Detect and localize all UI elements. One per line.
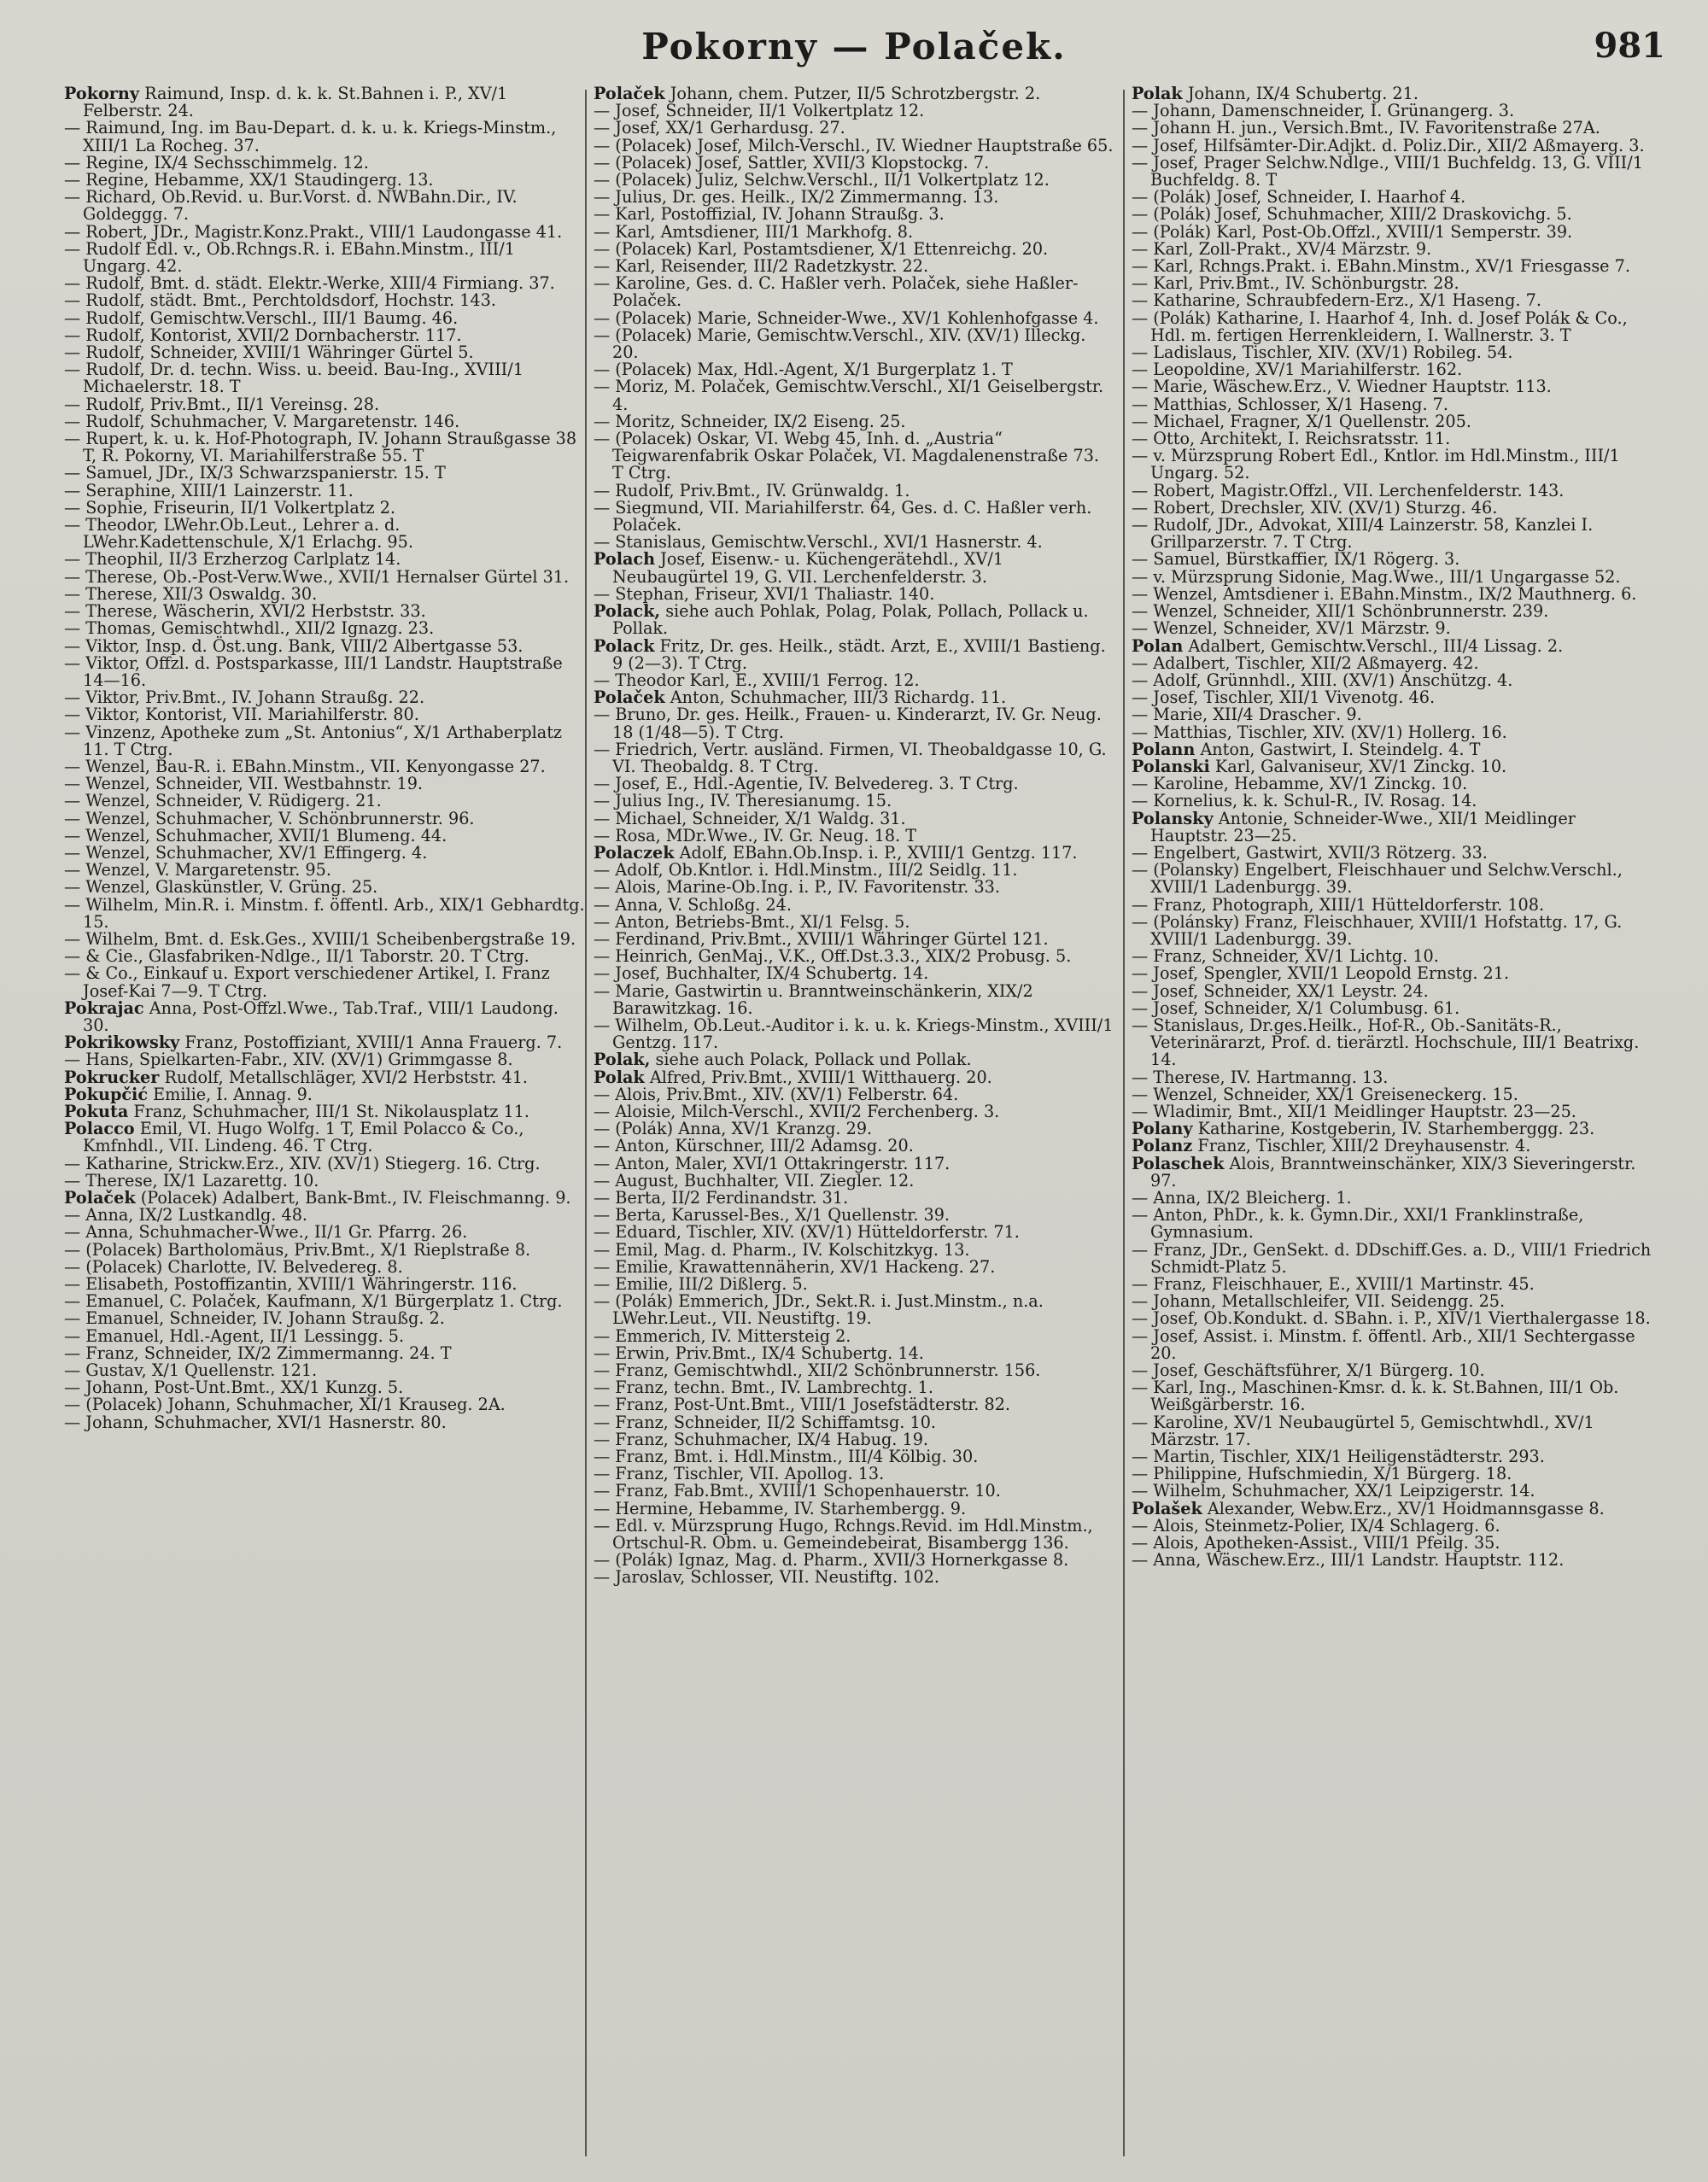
directory-entry: — Johann, Metallschleifer, VII. Seidengg. 25. xyxy=(1132,1291,1506,1312)
directory-entry: — Karl, Postoffizial, IV. Johann Straußg. 3. xyxy=(594,204,945,225)
directory-entry: Polan Adalbert, Gemischtw.Verschl., III/4 Lissag. 2. xyxy=(1132,635,1564,656)
directory-entry: — Franz, Gemischtwhdl., XII/2 Schönbrunnerstr. 156. xyxy=(594,1360,1041,1381)
directory-entry: — Johann, Damenschneider, I. Grünangerg. 3. xyxy=(1132,101,1515,121)
directory-entry: — Rudolf, Gemischtw.Verschl., III/1 Baumg. 46. xyxy=(64,307,459,328)
directory-entry: — Franz, Schneider, XV/1 Lichtg. 10. xyxy=(1132,946,1439,967)
directory-entry: — Josef, Geschäftsführer, X/1 Bürgerg. 10. xyxy=(1132,1360,1485,1381)
directory-entry: — Franz, Fleischhauer, E., XVIII/1 Martinstr. 45. xyxy=(1132,1274,1535,1295)
directory-entry: — Stanislaus, Dr.ges.Heilk., Hof-R., Ob.-Sanitäts-R., Veterinärarzt, Prof. d. tierärztl. Hochschule, III/1 Beatrixg. 14. xyxy=(1132,1015,1640,1070)
directory-entry: — (Polák) Katharine, I. Haarhof 4, Inh. d. Josef Polák & Co., Hdl. m. fertigen Herrenkleidern, I. Wallnerstr. 3. T xyxy=(1132,307,1628,345)
directory-entry: — (Polacek) Josef, Milch-Verschl., IV. Wiedner Hauptstraße 65. xyxy=(594,135,1114,155)
directory-entry: — Emilie, Krawattennäherin, XV/1 Hackeng. 27. xyxy=(594,1256,996,1277)
directory-entry: — Johann, Post-Unt.Bmt., XX/1 Kunzg. 5. xyxy=(64,1378,404,1398)
directory-entry: — (Polansky) Engelbert, Fleischhauer und Selchw.Verschl., XVIII/1 Ladenburgg. 39. xyxy=(1132,860,1623,898)
directory-entry: — Samuel, JDr., IX/3 Schwarzspanierstr. 15. T xyxy=(64,463,446,483)
directory-entry: — Regine, IX/4 Sechsschimmelg. 12. xyxy=(64,152,369,173)
directory-entry: Polak, siehe auch Polack, Pollack und Pollak. xyxy=(594,1050,972,1070)
directory-entry: — Rudolf, Kontorist, XVII/2 Dornbacherstr. 117. xyxy=(64,325,462,345)
directory-entry: — Karoline, Ges. d. C. Haßler verh. Polaček, siehe Haßler-Polaček. xyxy=(594,273,1079,311)
directory-entry: — Vinzenz, Apotheke zum „St. Antonius“, X/1 Arthaberplatz 11. T Ctrg. xyxy=(64,722,563,759)
directory-entry: — Robert, JDr., Magistr.Konz.Prakt., VIII/1 Laudongasse 41. xyxy=(64,221,563,242)
directory-entry: — Josef, Schneider, II/1 Volkertplatz 12. xyxy=(594,101,925,121)
directory-entry: — Rosa, MDr.Wwe., IV. Gr. Neug. 18. T xyxy=(594,825,917,845)
directory-entry: — Gustav, X/1 Quellenstr. 121. xyxy=(64,1360,318,1381)
directory-entry: — Siegmund, VII. Mariahilferstr. 64, Ges. d. C. Haßler verh. Polaček. xyxy=(594,497,1092,535)
directory-column-1 xyxy=(64,85,585,1431)
directory-entry: — Anna, IX/2 Lustkandlg. 48. xyxy=(64,1205,308,1226)
directory-entry: Polacco Emil, VI. Hugo Wolfg. 1 T, Emil Polacco & Co., Kmfnhdl., VII. Lindeng. 46. T Ctrg. xyxy=(64,1119,524,1156)
directory-entry: — Rudolf, JDr., Advokat, XIII/4 Lainzerstr. 58, Kanzlei I. Grillparzerstr. 7. T Ctrg. xyxy=(1132,515,1594,553)
directory-entry: — Thomas, Gemischtwhdl., XII/2 Ignazg. 23. xyxy=(64,618,435,639)
directory-entry: — Regine, Hebamme, XX/1 Staudingerg. 13. xyxy=(64,170,434,190)
directory-entry: — Heinrich, GenMaj., V.K., Off.Dst.3.3., XIX/2 Probusg. 5. xyxy=(594,946,1072,967)
directory-entry: — Wenzel, Bau-R. i. EBahn.Minstm., VII. Kenyongasse 27. xyxy=(64,756,546,776)
directory-entry: — Anna, IX/2 Bleicherg. 1. xyxy=(1132,1188,1352,1208)
directory-entry: — Franz, Photograph, XIII/1 Hütteldorferstr. 108. xyxy=(1132,894,1545,915)
directory-entry: — Johann H. jun., Versich.Bmt., IV. Favoritenstraße 27A. xyxy=(1132,118,1600,138)
directory-entry: — & Co., Einkauf u. Export verschiedener Artikel, I. Franz Josef-Kai 7—9. T Ctrg. xyxy=(64,963,550,1001)
directory-entry: — Viktor, Insp. d. Öst.ung. Bank, VIII/2 Albertgasse 53. xyxy=(64,635,524,656)
directory-entry: — v. Mürzsprung Robert Edl., Kntlor. im Hdl.Minstm., III/1 Ungarg. 52. xyxy=(1132,446,1620,483)
directory-entry: — Emanuel, Schneider, IV. Johann Straußg. 2. xyxy=(64,1308,445,1329)
directory-column-3 xyxy=(1132,85,1652,1569)
directory-entry: — Alois, Steinmetz-Polier, IX/4 Schlagerg. 6. xyxy=(1132,1515,1500,1536)
directory-entry: — Marie, Gastwirtin u. Branntweinschänkerin, XIX/2 Barawitzkag. 16. xyxy=(594,980,1033,1018)
directory-entry: — Rudolf, Dr. d. techn. Wiss. u. beeid. Bau-Ing., XVIII/1 Michaelerstr. 18. T xyxy=(64,360,524,397)
directory-entry: Pokupčić Emilie, I. Annag. 9. xyxy=(64,1084,313,1104)
directory-entry: — Adolf, Ob.Kntlor. i. Hdl.Minstm., III/2 Seidlg. 11. xyxy=(594,860,1018,880)
directory-entry: — (Polacek) Charlotte, IV. Belvedereg. 8. xyxy=(64,1256,403,1277)
directory-entry: — Wenzel, Schuhmacher, XVII/1 Blumeng. 44. xyxy=(64,825,447,845)
directory-entry: — Josef, Ob.Kondukt. d. SBahn. i. P., XIV/1 Vierthalergasse 18. xyxy=(1132,1308,1651,1329)
directory-entry: — August, Buchhalter, VII. Ziegler. 12. xyxy=(594,1170,915,1190)
directory-entry: — (Polacek) Marie, Schneider-Wwe., XV/1 Kohlenhofgasse 4. xyxy=(594,307,1099,328)
directory-entry: Polašek Alexander, Webw.Erz., XV/1 Hoidmannsgasse 8. xyxy=(1132,1498,1605,1518)
directory-entry: — Wilhelm, Bmt. d. Esk.Ges., XVIII/1 Scheibenbergstraße 19. xyxy=(64,928,576,949)
directory-entry: — Richard, Ob.Revid. u. Bur.Vorst. d. NWBahn.Dir., IV. Goldeggg. 7. xyxy=(64,187,518,225)
directory-entry: — Rudolf, Schneider, XVIII/1 Währinger Gürtel 5. xyxy=(64,342,474,363)
directory-entry: — Karl, Ing., Maschinen-Kmsr. d. k. k. St.Bahnen, III/1 Ob. Weißgärberstr. 16. xyxy=(1132,1378,1619,1415)
directory-entry: — Josef, Assist. i. Minstm. f. öffentl. Arb., XII/1 Sechtergasse 20. xyxy=(1132,1325,1635,1363)
directory-entry: — Anna, V. Schloßg. 24. xyxy=(594,894,792,915)
directory-entry: — Franz, Fab.Bmt., XVIII/1 Schopenhauerstr. 10. xyxy=(594,1481,1001,1501)
directory-entry: Polansky Antonie, Schneider-Wwe., XII/1 Meidlinger Hauptstr. 23—25. xyxy=(1132,808,1576,845)
directory-entry: — Friedrich, Vertr. ausländ. Firmen, VI. Theobaldgasse 10, G. VI. Theobaldg. 8. T Ctrg. xyxy=(594,739,1107,776)
directory-entry: — Marie, Wäschew.Erz., V. Wiedner Hauptstr. 113. xyxy=(1132,377,1552,397)
directory-entry: — Wenzel, Glaskünstler, V. Grüng. 25. xyxy=(64,877,378,898)
directory-entry: — Franz, Bmt. i. Hdl.Minstm., III/4 Kölbig. 30. xyxy=(594,1447,979,1467)
directory-entry: — Franz, Schneider, IX/2 Zimmermanng. 24. T xyxy=(64,1343,452,1363)
directory-entry: — (Polacek) Johann, Schuhmacher, XI/1 Krauseg. 2A. xyxy=(64,1395,506,1415)
directory-entry: Polaczek Adolf, EBahn.Ob.Insp. i. P., XVIII/1 Gentzg. 117. xyxy=(594,842,1078,863)
directory-entry: — Josef, XX/1 Gerhardusg. 27. xyxy=(594,118,845,138)
directory-entry: — Rudolf, Schuhmacher, V. Margaretenstr. 146. xyxy=(64,411,460,431)
directory-entry: — (Polacek) Josef, Sattler, XVII/3 Klopstockg. 7. xyxy=(594,152,990,173)
directory-entry: — Karl, Reisender, III/2 Radetzkystr. 22. xyxy=(594,256,929,277)
directory-entry: — Wladimir, Bmt., XII/1 Meidlinger Hauptstr. 23—25. xyxy=(1132,1101,1576,1121)
directory-entry: — Philippine, Hufschmiedin, X/1 Bürgerg. 18. xyxy=(1132,1464,1512,1484)
directory-entry: — Viktor, Priv.Bmt., IV. Johann Straußg. 22. xyxy=(64,687,425,708)
directory-entry: — (Polák) Ignaz, Mag. d. Pharm., XVII/3 Hornerkgasse 8. xyxy=(594,1550,1069,1571)
directory-entry: — Seraphine, XIII/1 Lainzerstr. 11. xyxy=(64,480,354,500)
directory-entry: — Jaroslav, Schlosser, VII. Neustiftg. 102. xyxy=(594,1567,939,1588)
directory-entry: — Matthias, Tischler, XIV. (XV/1) Hollerg. 16. xyxy=(1132,722,1507,742)
column-divider xyxy=(1123,90,1125,2156)
page-title: Pokorny — Polaček. xyxy=(641,26,1067,67)
directory-entry: — Marie, XII/4 Draschег. 9. xyxy=(1132,705,1362,725)
directory-entry: — Wenzel, Schneider, V. Rüdigerg. 21. xyxy=(64,791,382,811)
directory-entry: — (Polacek) Max, Hdl.-Agent, X/1 Burgerplatz 1. T xyxy=(594,360,1013,380)
directory-entry: Polaček Johann, chem. Putzer, II/5 Schrotzbergstr. 2. xyxy=(594,84,1041,103)
directory-entry: — Wilhelm, Ob.Leut.-Auditor i. k. u. k. Kriegs-Minstm., XVIII/1 Gentzg. 117. xyxy=(594,1015,1114,1053)
directory-entry: — Moriz, M. Polaček, Gemischtw.Verschl., XI/1 Geiselbergstr. 4. xyxy=(594,377,1104,414)
directory-entry: — Rudolf, Bmt. d. städt. Elektr.-Werke, XIII/4 Firmiang. 37. xyxy=(64,273,555,294)
directory-entry: — Aloisie, Milch-Verschl., XVII/2 Ferchenberg. 3. xyxy=(594,1101,1000,1121)
directory-entry: — (Polák) Karl, Post-Ob.Offzl., XVIII/1 Semperstr. 39. xyxy=(1132,221,1573,242)
directory-entry: — Josef, Prager Selchw.Ndlge., VIII/1 Buchfeldg. 13, G. VIII/1 Buchfeldg. 8. T xyxy=(1132,152,1643,190)
directory-entry: — Rudolf, Priv.Bmt., IV. Grünwaldg. 1. xyxy=(594,480,910,500)
directory-entry: — & Cie., Glasfabriken-Ndlge., II/1 Taborstr. 20. T Ctrg. xyxy=(64,946,529,967)
directory-entry: Polach Josef, Eisenw.- u. Küchengerätehdl., XV/1 Neubaugürtel 19, G. VII. Lerchenfelderstr. 3. xyxy=(594,549,1003,587)
directory-entry: — Elisabeth, Postoffizantin, XVIII/1 Währingerstr. 116. xyxy=(64,1274,518,1295)
directory-entry: — Theophil, II/3 Erzherzog Carlplatz 14. xyxy=(64,549,401,570)
directory-entry: — Theodor Karl, E., XVIII/1 Ferrog. 12. xyxy=(594,670,920,690)
directory-entry: — Emanuel, Hdl.-Agent, II/1 Lessingg. 5. xyxy=(64,1325,405,1346)
directory-entry: — Franz, Schneider, II/2 Schiffamtsg. 10. xyxy=(594,1412,937,1432)
directory-entry: — Franz, techn. Bmt., IV. Lambrechtg. 1. xyxy=(594,1378,933,1398)
directory-entry: — Karoline, Hebamme, XV/1 Zinckg. 10. xyxy=(1132,774,1468,794)
page-header xyxy=(0,26,1708,77)
directory-entry: — Josef, Schneider, XX/1 Leystr. 24. xyxy=(1132,980,1429,1001)
directory-entry: — Theodor, LWehr.Ob.Leut., Lehrer a. d. LWehr.Kadettenschule, X/1 Erlachg. 95. xyxy=(64,515,413,553)
directory-entry: — Anton, Betriebs-Bmt., XI/1 Felsg. 5. xyxy=(594,911,910,932)
directory-entry: — Rudolf, städt. Bmt., Perchtoldsdorf, Hochstr. 143. xyxy=(64,290,496,311)
directory-entry: — Julius Ing., IV. Theresianumg. 15. xyxy=(594,791,892,811)
directory-entry: — Wilhelm, Schuhmacher, XX/1 Leipzigerstr. 14. xyxy=(1132,1481,1535,1501)
directory-entry: — Robert, Drechsler, XIV. (XV/1) Sturzg. 46. xyxy=(1132,497,1498,518)
directory-entry: — (Polák) Josef, Schneider, I. Haarhof 4. xyxy=(1132,187,1466,208)
directory-entry: Polaček Anton, Schuhmacher, III/3 Richardg. 11. xyxy=(594,687,1007,708)
directory-entry: — Wenzel, Schneider, VII. Westbahnstr. 19. xyxy=(64,774,424,794)
directory-entry: — Matthias, Schlosser, X/1 Haseng. 7. xyxy=(1132,394,1448,414)
directory-entry: — Hermine, Hebamme, IV. Starhembergg. 9. xyxy=(594,1498,967,1518)
directory-entry: — (Polák) Josef, Schuhmacher, XIII/2 Draskovichg. 5. xyxy=(1132,204,1572,225)
directory-entry: — Samuel, Bürstkaffier, IX/1 Rögerg. 3. xyxy=(1132,549,1460,570)
directory-entry: Pokrucker Rudolf, Metallschläger, XVI/2 Herbststr. 41. xyxy=(64,1067,528,1087)
directory-entry: — Anton, Maler, XVI/1 Ottakringerstr. 117. xyxy=(594,1153,951,1173)
directory-entry: — Katharine, Schraubfedern-Erz., X/1 Haseng. 7. xyxy=(1132,290,1541,311)
directory-entry: — Sophie, Friseurin, II/1 Volkertplatz 2. xyxy=(64,497,396,518)
directory-entry: — Josef, Tischler, XII/1 Vivenotg. 46. xyxy=(1132,687,1436,708)
directory-entry: — Ladislaus, Tischler, XIV. (XV/1) Robileg. 54. xyxy=(1132,342,1513,363)
directory-entry: — Stanislaus, Gemischtw.Verschl., XVI/1 Hasnerstr. 4. xyxy=(594,532,1043,553)
column-divider xyxy=(585,90,587,2156)
directory-entry: — Rudolf Edl. v., Ob.Rchngs.R. i. EBahn.Minstm., III/1 Ungarg. 42. xyxy=(64,238,515,277)
directory-entry: — Erwin, Priv.Bmt., IX/4 Schubertg. 14. xyxy=(594,1343,924,1363)
directory-entry: — Engelbert, Gastwirt, XVII/3 Rötzerg. 33. xyxy=(1132,842,1488,863)
directory-entry: — Julius, Dr. ges. Heilk., IX/2 Zimmermanng. 13. xyxy=(594,187,999,208)
page-number: 981 xyxy=(1594,26,1665,66)
directory-entry: — Johann, Schuhmacher, XVI/1 Hasnerstr. 80. xyxy=(64,1412,447,1432)
directory-entry: — Anton, Kürschner, III/2 Adamsg. 20. xyxy=(594,1136,914,1156)
directory-entry: Polak Alfred, Priv.Bmt., XVIII/1 Witthauerg. 20. xyxy=(594,1067,992,1087)
directory-entry: — (Polacek) Oskar, VI. Webg 45, Inh. d. „Austria“ Teigwarenfabrik Oskar Polaček, VI. Magdalenenstraße 73. T Ctrg. xyxy=(594,429,1100,483)
directory-entry: — Therese, Wäscherin, XVI/2 Herbststr. 33. xyxy=(64,601,426,622)
directory-entry: — Therese, IX/1 Lazarettg. 10. xyxy=(64,1170,319,1190)
directory-entry: — Kornelius, k. k. Schul-R., IV. Rosag. 14. xyxy=(1132,791,1477,811)
directory-entry: — Franz, Schuhmacher, IX/4 Habug. 19. xyxy=(594,1429,929,1449)
directory-entry: Polak Johann, IX/4 Schubertg. 21. xyxy=(1132,84,1418,103)
directory-entry: — Wenzel, Schuhmacher, XV/1 Effingerg. 4. xyxy=(64,842,428,863)
directory-entry: — Wenzel, Schuhmacher, V. Schönbrunnerstr. 96. xyxy=(64,808,475,828)
directory-entry: — Therese, IV. Hartmanng. 13. xyxy=(1132,1067,1389,1087)
directory-entry: Polany Katharine, Kostgeberin, IV. Starhemberggg. 23. xyxy=(1132,1119,1595,1139)
directory-entry: — Berta, Karussel-Bes., X/1 Quellenstr. 39. xyxy=(594,1205,951,1226)
directory-entry: — Karl, Priv.Bmt., IV. Schönburgstr. 28. xyxy=(1132,273,1459,294)
directory-entry: — Alois, Marine-Ob.Ing. i. P., IV. Favoritenstr. 33. xyxy=(594,877,1000,898)
directory-entry: — Anna, Wäschew.Erz., III/1 Landstr. Hauptstr. 112. xyxy=(1132,1550,1565,1571)
directory-entry: Polaschek Alois, Branntweinschänker, XIX/3 Sieveringerstr. 97. xyxy=(1132,1153,1636,1190)
directory-entry: — (Polánsky) Franz, Fleischhauer, XVIII/1 Hofstattg. 17, G. XVIII/1 Ladenburgg. 39. xyxy=(1132,911,1623,949)
directory-entry: — Josef, Schneider, X/1 Columbusg. 61. xyxy=(1132,997,1460,1018)
directory-entry: — Karoline, XV/1 Neubaugürtel 5, Gemischtwhdl., XV/1 Märzstr. 17. xyxy=(1132,1412,1594,1449)
directory-entry: — Wenzel, Schneider, XX/1 Greiseneckerg. 15. xyxy=(1132,1084,1518,1104)
directory-entry: — Adalbert, Tischler, XII/2 Aßmayerg. 42. xyxy=(1132,652,1479,673)
directory-entry: Polanski Karl, Galvaniseur, XV/1 Zinckg. 10. xyxy=(1132,756,1507,776)
directory-entry: Polann Anton, Gastwirt, I. Steindelg. 4. T xyxy=(1132,739,1481,759)
directory-entry: Pokorny Raimund, Insp. d. k. k. St.Bahnen i. P., XV/1 Felberstr. 24. xyxy=(64,84,508,121)
directory-entry: — Karl, Amtsdiener, III/1 Markhofg. 8. xyxy=(594,221,914,242)
directory-entry: — (Polacek) Bartholomäus, Priv.Bmt., X/1 Rieplstraße 8. xyxy=(64,1239,531,1260)
directory-entry: — Karl, Zoll-Prakt., XV/4 Märzstr. 9. xyxy=(1132,238,1432,259)
directory-entry: Polack Fritz, Dr. ges. Heilk., städt. Arzt, E., XVIII/1 Bastieng. 9 (2—3). T Ctrg. xyxy=(594,635,1106,673)
directory-entry: — Katharine, Strickw.Erz., XIV. (XV/1) Stiegerg. 16. Ctrg. xyxy=(64,1153,541,1173)
directory-entry: — Bruno, Dr. ges. Heilk., Frauen- u. Kinderarzt, IV. Gr. Neug. 18 (1/48—5). T Ctrg. xyxy=(594,705,1102,742)
directory-entry: — Anton, PhDr., k. k. Gymn.Dir., XXI/1 Franklinstraße, Gymnasium. xyxy=(1132,1205,1584,1243)
directory-entry: — (Polák) Emmerich, JDr., Sekt.R. i. Just.Minstm., n.a. LWehr.Leut., VII. Neustiftg. 19. xyxy=(594,1291,1044,1329)
directory-entry: — Wenzel, Schneider, XII/1 Schönbrunnerstr. 239. xyxy=(1132,601,1549,622)
directory-entry: — Moritz, Schneider, IX/2 Eiseng. 25. xyxy=(594,411,906,431)
directory-column-2 xyxy=(594,85,1114,1587)
directory-entry: — Edl. v. Mürzsprung Hugo, Rchngs.Revid. im Hdl.Minstm., Ortschul-R. Obm. u. Gemeindebeirat, Bisambergg 136. xyxy=(594,1515,1093,1553)
directory-entry: — Michael, Schneider, X/1 Waldg. 31. xyxy=(594,808,906,828)
directory-entry: — Emilie, III/2 Dißlerg. 5. xyxy=(594,1274,808,1295)
directory-entry: — Wenzel, V. Margaretenstr. 95. xyxy=(64,860,331,880)
directory-entry: — Franz, Post-Unt.Bmt., VIII/1 Josefstädterstr. 82. xyxy=(594,1395,1011,1415)
directory-entry: — Emanuel, C. Polaček, Kaufmann, X/1 Bürgerplatz 1. Ctrg. xyxy=(64,1291,563,1312)
directory-entry: Pokuta Franz, Schuhmacher, III/1 St. Nikolausplatz 11. xyxy=(64,1101,530,1121)
directory-entry: Polaček (Polacek) Adalbert, Bank-Bmt., IV. Fleischmanng. 9. xyxy=(64,1188,571,1208)
directory-entry: — Otto, Architekt, I. Reichsratsstr. 11. xyxy=(1132,429,1451,449)
directory-entry: — (Polacek) Juliz, Selchw.Verschl., II/1 Volkertplatz 12. xyxy=(594,170,1050,190)
directory-entry: — Leopoldine, XV/1 Mariahilferstr. 162. xyxy=(1132,360,1463,380)
directory-entry: — Ferdinand, Priv.Bmt., XVIII/1 Währinger Gürtel 121. xyxy=(594,928,1049,949)
directory-entry: — Anna, Schuhmacher-Wwe., II/1 Gr. Pfarrg. 26. xyxy=(64,1222,468,1243)
directory-entry: — Therese, Ob.-Post-Verw.Wwe., XVII/1 Hernalser Gürtel 31. xyxy=(64,566,570,587)
directory-entry: Pokrajac Anna, Post-Offzl.Wwe., Tab.Traf., VIII/1 Laudong. 30. xyxy=(64,997,559,1035)
directory-entry: — Rupert, k. u. k. Hof-Photograph, IV. Johann Straußgasse 38 T, R. Pokorny, VI. Mariahilferstraße 55. T xyxy=(64,429,577,466)
directory-entry: — Viktor, Offzl. d. Postsparkasse, III/1 Landstr. Hauptstraße 14—16. xyxy=(64,652,563,690)
directory-entry: — (Polák) Anna, XV/1 Kranzg. 29. xyxy=(594,1119,873,1139)
directory-entry: — Karl, Rchngs.Prakt. i. EBahn.Minstm., XV/1 Friesgasse 7. xyxy=(1132,256,1630,277)
directory-entry: — Franz, JDr., GenSekt. d. DDschiff.Ges. a. D., VIII/1 Friedrich Schmidt-Platz 5. xyxy=(1132,1239,1652,1277)
directory-entry: — Viktor, Kontorist, VII. Mariahilferstr. 80. xyxy=(64,705,419,725)
directory-entry: — Josef, Hilfsämter-Dir.Adjkt. d. Poliz.Dir., XII/2 Aßmayerg. 3. xyxy=(1132,135,1645,155)
directory-entry: — Raimund, Ing. im Bau-Depart. d. k. u. k. Kriegs-Minstm., XIII/1 La Rocheg. 37. xyxy=(64,118,557,155)
directory-entry: — Alois, Priv.Bmt., XIV. (XV/1) Felberstr. 64. xyxy=(594,1084,959,1104)
directory-entry: — Michael, Fragner, X/1 Quellenstr. 205. xyxy=(1132,411,1471,431)
directory-entry: — Stephan, Friseur, XVI/1 Thaliastr. 140. xyxy=(594,583,935,604)
directory-entry: Polanz Franz, Tischler, XIII/2 Dreyhausenstr. 4. xyxy=(1132,1136,1531,1156)
directory-entry: — Therese, XII/3 Oswaldg. 30. xyxy=(64,583,318,604)
directory-entry: — Berta, II/2 Ferdinandstr. 31. xyxy=(594,1188,849,1208)
directory-entry: — Rudolf, Priv.Bmt., II/1 Vereinsg. 28. xyxy=(64,394,380,414)
directory-entry: — Martin, Tischler, XIX/1 Heiligenstädterstr. 293. xyxy=(1132,1447,1545,1467)
directory-entry: Pokrikowsky Franz, Postoffiziant, XVIII/1 Anna Frauerg. 7. xyxy=(64,1033,563,1053)
directory-entry: — Wilhelm, Min.R. i. Minstm. f. öffentl. Arb., XIX/1 Gebhardtg. 15. xyxy=(64,894,585,932)
directory-entry: — Josef, E., Hdl.-Agentie, IV. Belvedereg. 3. T Ctrg. xyxy=(594,774,1019,794)
directory-entry: — v. Mürzsprung Sidonie, Mag.Wwe., III/1 Ungargasse 52. xyxy=(1132,566,1621,587)
directory-entry: Polack, siehe auch Pohlak, Polag, Polak, Pollach, Pollack u. Pollak. xyxy=(594,601,1089,639)
directory-entry: — Eduard, Tischler, XIV. (XV/1) Hütteldorferstr. 71. xyxy=(594,1222,1020,1243)
directory-entry: — Robert, Magistr.Offzl., VII. Lerchenfelderstr. 143. xyxy=(1132,480,1565,500)
directory-entry: — Alois, Apotheken-Assist., VIII/1 Pfeilg. 35. xyxy=(1132,1533,1500,1553)
directory-entry: — Adolf, Grünnhdl., XIII. (XV/1) Anschützg. 4. xyxy=(1132,670,1513,690)
directory-entry: — Wenzel, Amtsdiener i. EBahn.Minstm., IX/2 Mauthnerg. 6. xyxy=(1132,583,1637,604)
directory-entry: — Josef, Spengler, XVII/1 Leopold Ernstg. 21. xyxy=(1132,963,1510,984)
directory-entry: — (Polacek) Marie, Gemischtw.Verschl., XIV. (XV/1) Illeckg. 20. xyxy=(594,325,1086,363)
directory-entry: — Emmerich, IV. Mittersteig 2. xyxy=(594,1325,851,1346)
directory-entry: — Wenzel, Schneider, XV/1 Märzstr. 9. xyxy=(1132,618,1451,639)
directory-entry: — (Polacek) Karl, Postamtsdiener, X/1 Ettenreichg. 20. xyxy=(594,238,1049,259)
directory-entry: — Franz, Tischler, VII. Apollog. 13. xyxy=(594,1464,885,1484)
directory-entry: — Hans, Spielkarten-Fabr., XIV. (XV/1) Grimmgasse 8. xyxy=(64,1050,513,1070)
directory-entry: — Emil, Mag. d. Pharm., IV. Kolschitzkyg. 13. xyxy=(594,1239,970,1260)
directory-entry: — Josef, Buchhalter, IX/4 Schubertg. 14. xyxy=(594,963,929,984)
